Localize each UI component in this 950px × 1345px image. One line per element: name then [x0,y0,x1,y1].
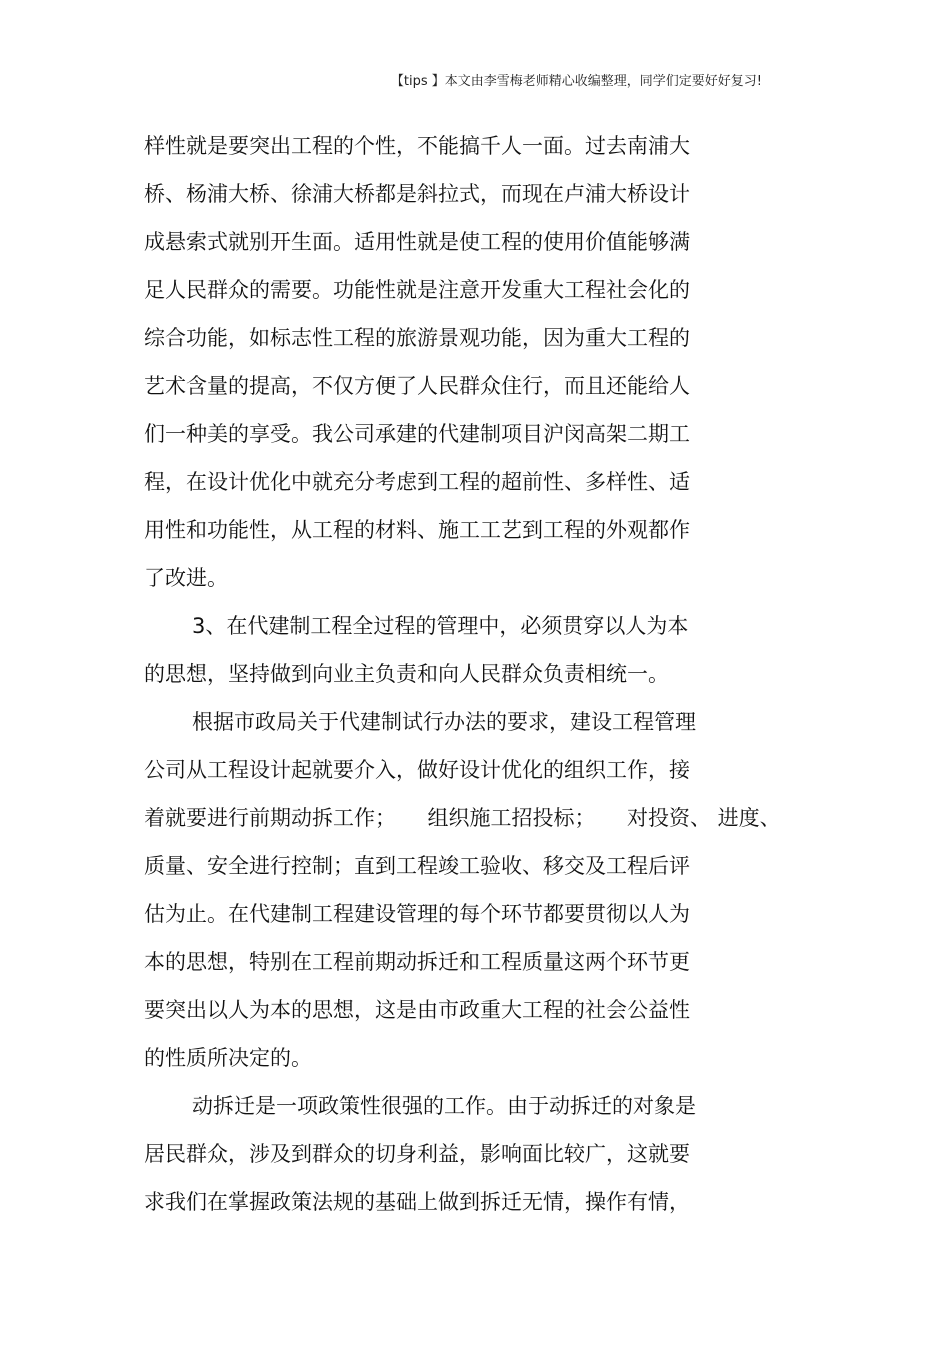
paragraph-line: 了改进。 [144,566,228,590]
paragraph-line: 质量、安全进行控制；直到工程竣工验收、移交及工程后评 [144,854,690,878]
paragraph-line: 着就要进行前期动拆工作； 组织施工招投标； 对投资、 进度、 [144,806,781,830]
paragraph-line: 样性就是要突出工程的个性，不能搞千人一面。过去南浦大 [144,134,690,158]
paragraph-line: 的思想，坚持做到向业主负责和向人民群众负责相统一。 [144,662,669,686]
paragraph-line: 们一种美的享受。我公司承建的代建制项目沪闵高架二期工 [144,422,690,446]
paragraph-line: 的性质所决定的。 [144,1046,312,1070]
paragraph-line: 程，在设计优化中就充分考虑到工程的超前性、多样性、适 [144,470,690,494]
paragraph-line: 估为止。在代建制工程建设管理的每个环节都要贯彻以人为 [144,902,690,926]
paragraph-line: 求我们在掌握政策法规的基础上做到拆迁无情，操作有情， [144,1190,690,1214]
paragraph-line: 公司从工程设计起就要介入，做好设计优化的组织工作，接 [144,758,690,782]
paragraph-first-line: 动拆迁是一项政策性很强的工作。由于动拆迁的对象是 [192,1094,696,1118]
paragraph-line: 桥、杨浦大桥、徐浦大桥都是斜拉式，而现在卢浦大桥设计 [144,182,690,206]
paragraph-line: 成悬索式就别开生面。适用性就是使工程的使用价值能够满 [144,230,690,254]
paragraph-line: 本的思想，特别在工程前期动拆迁和工程质量这两个环节更 [144,950,690,974]
paragraph-line: 居民群众，涉及到群众的切身利益，影响面比较广，这就要 [144,1142,690,1166]
document-body [144,128,844,1232]
paragraph-line: 艺术含量的提高，不仅方便了人民群众住行，而且还能给人 [144,374,690,398]
header-tips-note: 【tips 】本文由李雪梅老师精心收编整理，同学们定要好好复习! [390,74,762,89]
paragraph-line: 用性和功能性，从工程的材料、施工工艺到工程的外观都作 [144,518,690,542]
paragraph-line: 足人民群众的需要。功能性就是注意开发重大工程社会化的 [144,278,690,302]
paragraph-line: 要突出以人为本的思想，这是由市政重大工程的社会公益性 [144,998,690,1022]
paragraph-line: 综合功能，如标志性工程的旅游景观功能，因为重大工程的 [144,326,690,350]
paragraph-first-line: 根据市政局关于代建制试行办法的要求，建设工程管理 [192,710,696,734]
paragraph-first-line: 3、在代建制工程全过程的管理中，必须贯穿以人为本 [192,614,689,638]
